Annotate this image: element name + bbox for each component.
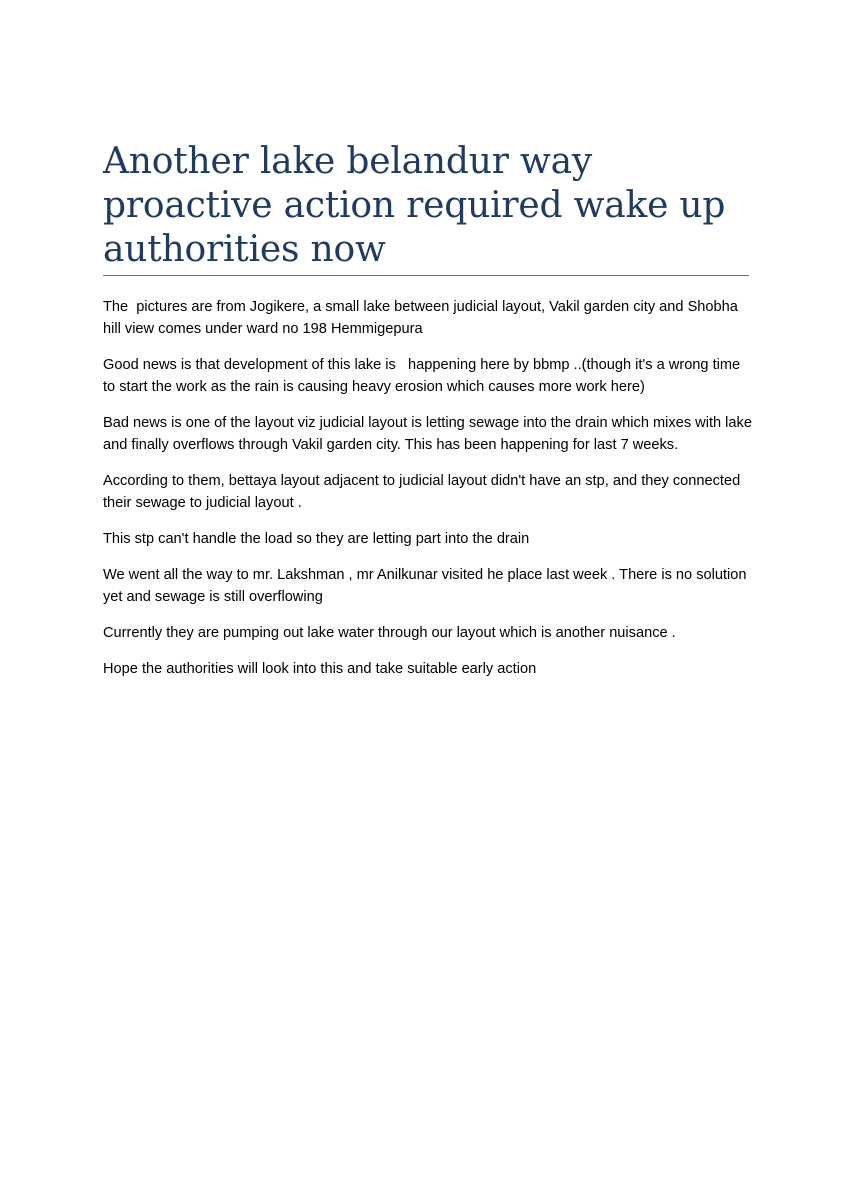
paragraph-good-news: Good news is that development of this lake is happening here by bbmp ..(though it's a wrong time to start the work as the rain is causing heavy erosion which causes more work here) xyxy=(103,357,745,395)
paragraph-location: The pictures are from Jogikere, a small lake between judicial layout, Vakil garden city and Shobha hill view comes under ward no 198 Hemmigepura xyxy=(103,299,742,337)
paragraph-bettaya-layout: According to them, bettaya layout adjacent to judicial layout didn't have an stp, and they connected their sewage to judicial layout . xyxy=(103,473,745,511)
document-title: Another lake belandur way proactive action required wake up authorities now xyxy=(103,141,726,270)
paragraph-closing: Hope the authorities will look into this and take suitable early action xyxy=(103,661,537,677)
document-body xyxy=(103,296,757,694)
paragraph-officials-visit: We went all the way to mr. Lakshman , mr Anilkunar visited he place last week . There is no solution yet and sewage is still overflowing xyxy=(103,567,751,605)
paragraph-pumping: Currently they are pumping out lake water through our layout which is another nuisance . xyxy=(103,625,676,641)
paragraph-stp-load: This stp can't handle the load so they are letting part into the drain xyxy=(103,531,530,547)
title-block xyxy=(103,140,749,272)
title-underline xyxy=(103,275,749,276)
paragraph-bad-news: Bad news is one of the layout viz judicial layout is letting sewage into the drain which mixes with lake and finally overflows through Vakil garden city. This has been happening for last 7 weeks. xyxy=(103,415,757,453)
